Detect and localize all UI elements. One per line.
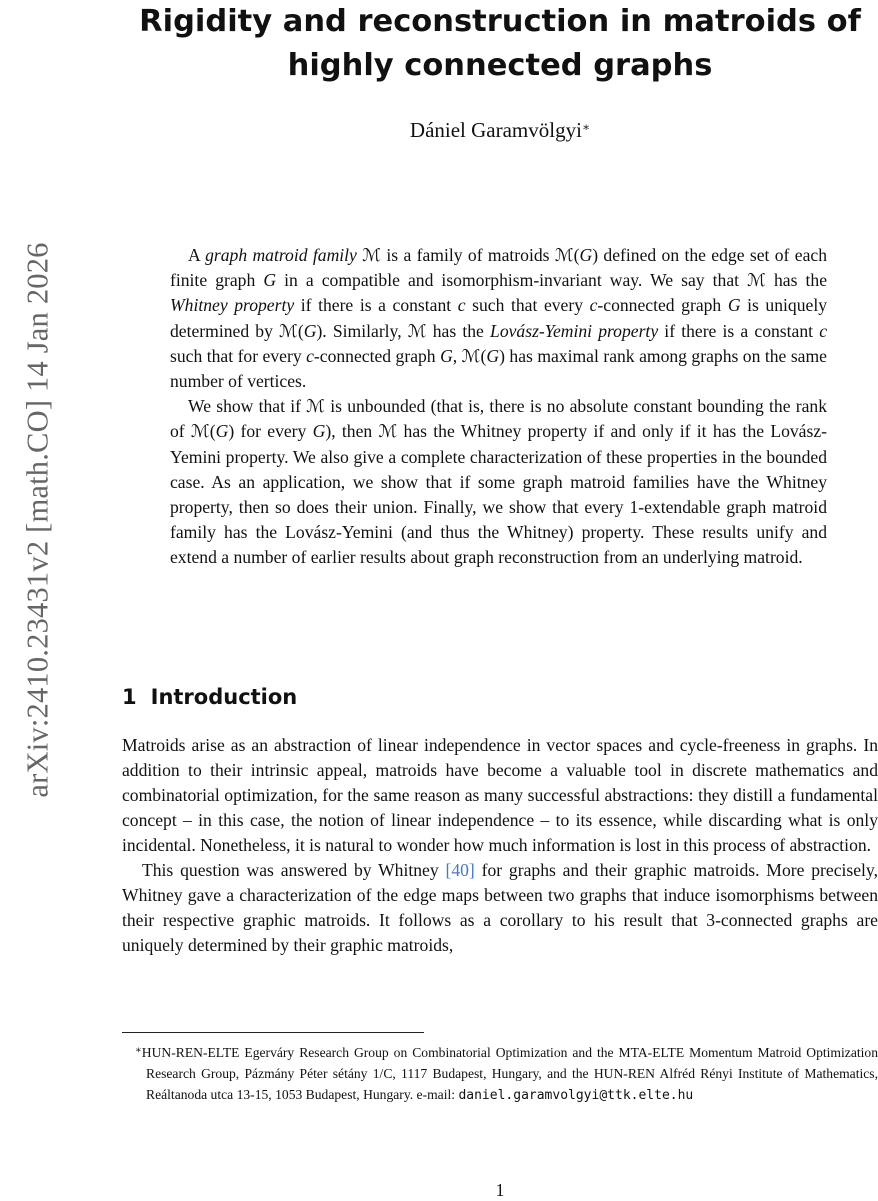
author-footnote-mark: ∗ <box>581 120 591 134</box>
intro-paragraph-1: Matroids arise as an abstraction of linear independence in vector spaces and cycle-freeness in graphs. In addition to their intrinsic appeal, matroids have become a valuable tool in discrete mathematics and combinatorial optimization, for the same reason as many successful abstractions: they distill a fundamental concept – in this case, the notion of linear independence – to its essence, while discarding what is only incidental. Nonetheless, it is natural to wonder how much information is lost in this process of abstraction. <box>122 735 878 855</box>
footnote-divider <box>122 1032 424 1033</box>
footnote-mark: ∗ <box>135 1045 142 1056</box>
author-line <box>122 113 878 144</box>
arxiv-identifier: arXiv:2410.23431v2 [math.CO] 14 Jan 2026 <box>20 242 55 798</box>
abstract-paragraph-1: A graph matroid family ℳ is a family of matroids ℳ(G) defined on the edge set of each finite graph G in a compatible and isomorphism-invariant way. We say that ℳ has the Whitney property if there is a constant c such that every c-connected graph G is uniquely determined by ℳ(G). Similarly, ℳ has the Lovász-Yemini property if there is a constant c such that for every c-connected graph G, ℳ(G) has maximal rank among graphs on the same number of vertices. <box>170 245 828 392</box>
title-line-1: Rigidity and reconstruction in matroids of <box>139 4 861 39</box>
citation-link[interactable]: [40] <box>445 860 475 880</box>
section-title: Introduction <box>150 685 298 709</box>
page-number: 1 <box>495 1180 505 1200</box>
intro-paragraph-2: This question was answered by Whitney [40] for graphs and their graphic matroids. More precisely, Whitney gave a characterization of the edge maps between two graphs that induce isomorphisms between their respective graphic matroids. It follows as a corollary to his result that 3-connected graphs are uniquely determined by their graphic matroids, <box>122 860 878 955</box>
section-heading <box>122 683 297 711</box>
introduction-body <box>122 733 878 958</box>
abstract <box>170 243 827 571</box>
footnote <box>122 1040 878 1106</box>
author-name: Dániel Garamvölgyi <box>409 118 582 142</box>
title-line-2: highly connected graphs <box>287 48 713 83</box>
section-number: 1 <box>122 685 137 709</box>
abstract-paragraph-2: We show that if ℳ is unbounded (that is, there is no absolute constant bounding the rank of ℳ(G) for every G), then ℳ has the Whitney property if and only if it has the Lovász-Yemini property. We also give a complete characterization of these properties in the bounded case. As an application, we show that if some graph matroid families have the Whitney property, then so does their union. Finally, we show that every 1-extendable graph matroid family has the Lovász-Yemini (and thus the Whitney) property. These results unify and extend a number of earlier results about graph reconstruction from an underlying matroid. <box>170 396 827 568</box>
email-address[interactable]: daniel.garamvolgyi@ttk.elte.hu <box>458 1088 694 1103</box>
footnote-text: HUN-REN-ELTE Egerváry Research Group on Combinatorial Optimization and the MTA-ELTE Momentum Matroid Optimization Research Group, Pázmány Péter sétány 1/C, 1117 Budapest, Hungary, and the HUN-REN Alfréd Rényi Institute of Mathematics, Reáltanoda utca 13-15, 1053 Budapest, Hungary. e-mail: <box>141 1045 878 1102</box>
paper-title <box>122 0 878 88</box>
